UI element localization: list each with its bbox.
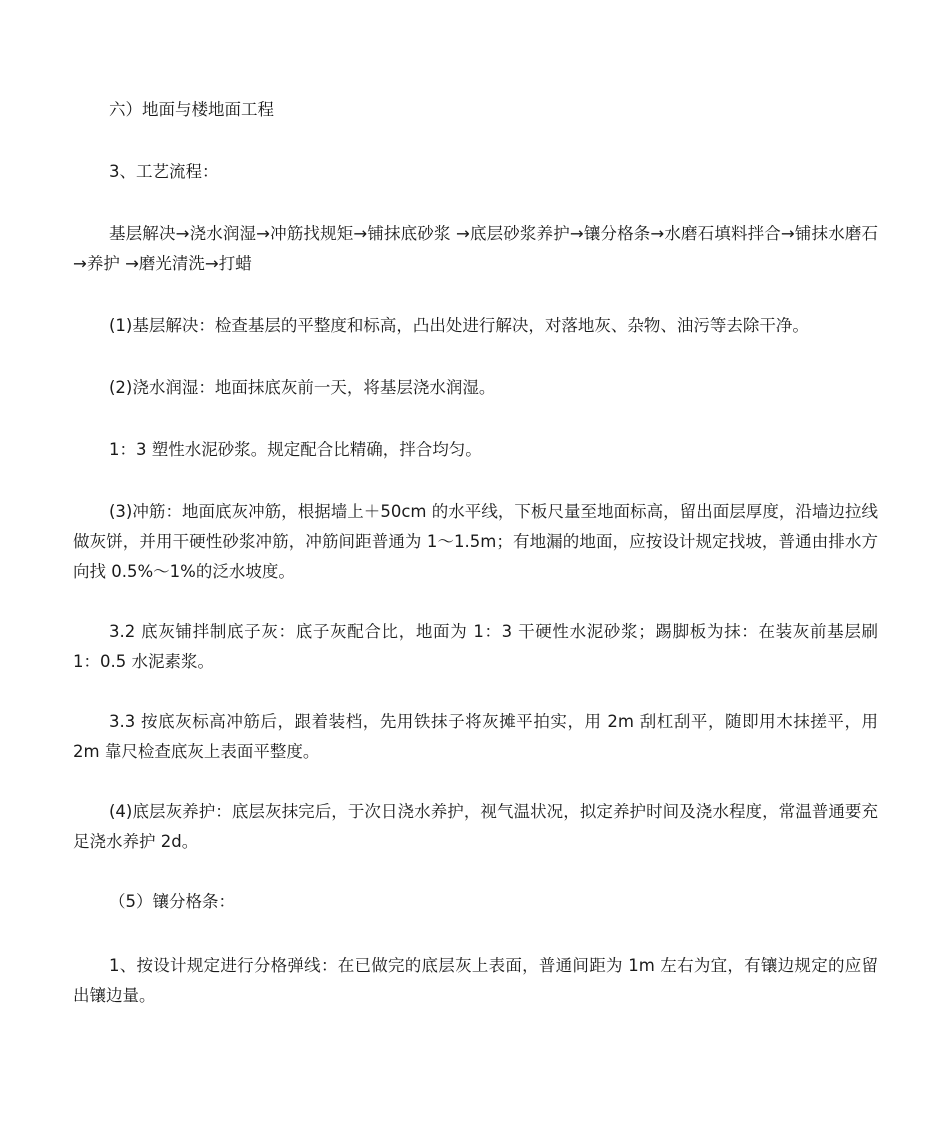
paragraph-mortar: 1：3 塑性水泥砂浆。规定配合比精确，拌合均匀。	[109, 440, 482, 459]
paragraph-step4: (4)底层灰养护：底层灰抹完后，于次日浇水养护，视气温状况，拟定养护时间及浇水程度，常温普通要充足浇水养护 2d。	[73, 802, 878, 851]
paragraph-item1: 1、按设计规定进行分格弹线：在已做完的底层灰上表面，普通间距为 1m 左右为宜，有镶边规定的应留出镶边量。	[73, 956, 878, 1005]
section-title: 六）地面与楼地面工程	[109, 100, 274, 119]
paragraph-step3: (3)冲筋：地面底灰冲筋，根据墙上＋50cm 的水平线，下板尺量至地面标高，留出面层厚度，沿墙边拉线做灰饼，并用干硬性砂浆冲筋，冲筋间距普通为 1～1.5m；有地漏的地面，应按设计规定找坡，普通由排水方向找 0.5%～1%的泛水坡度。	[73, 502, 878, 581]
paragraph-3-3: 3.3 按底灰标高冲筋后，跟着装档，先用铁抹子将灰摊平拍实，用 2m 刮杠刮平，随即用木抹搓平，用 2m 靠尺检查底灰上表面平整度。	[73, 712, 878, 761]
paragraph-3-2: 3.2 底灰铺拌制底子灰：底子灰配合比，地面为 1：3 干硬性水泥砂浆；踢脚板为抹：在装灰前基层刷 1：0.5 水泥素浆。	[73, 622, 878, 671]
paragraph-step1: (1)基层解决：检查基层的平整度和标高，凸出处进行解决，对落地灰、杂物、油污等去除干净。	[109, 316, 809, 335]
step-heading: 3、工艺流程：	[109, 162, 219, 181]
paragraph-step2: (2)浇水润湿：地面抹底灰前一天，将基层浇水润湿。	[109, 378, 496, 397]
paragraph-step5: （5）镶分格条：	[109, 892, 235, 911]
process-flow: 基层解决→浇水润湿→冲筋找规矩→铺抹底砂浆 →底层砂浆养护→镶分格条→水磨石填料拌合→铺抹水磨石→养护 →磨光清洗→打蜡	[73, 224, 878, 273]
